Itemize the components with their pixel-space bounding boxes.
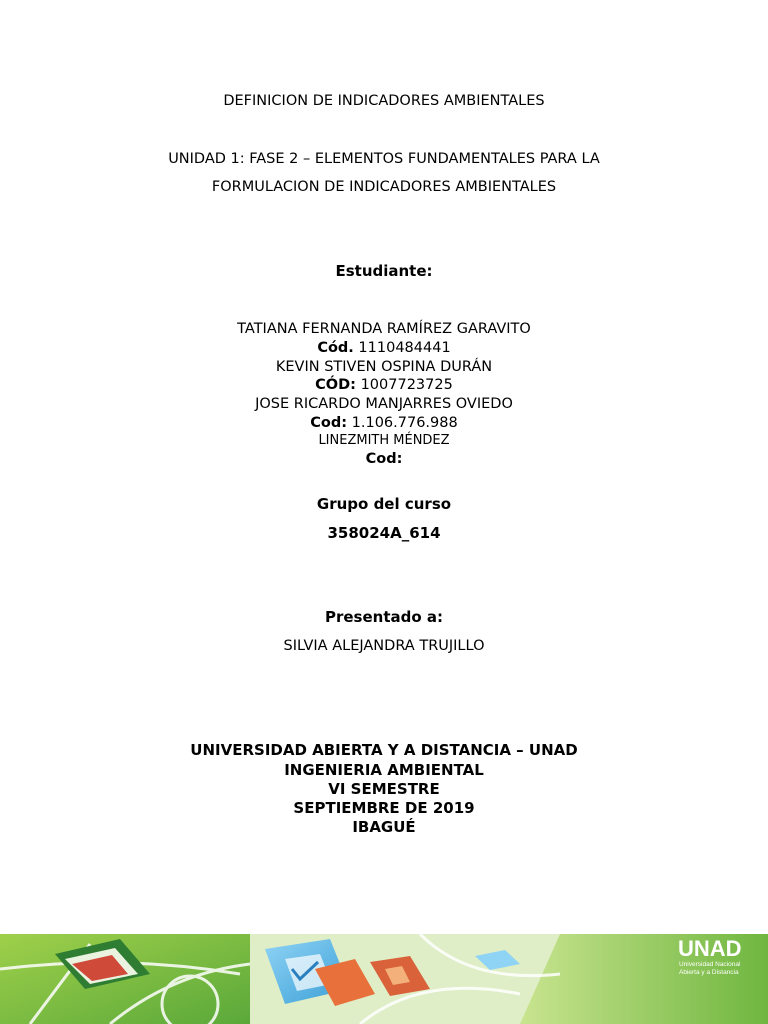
code-value: 1007723725: [360, 377, 453, 393]
institution-line-2: INGENIERIA AMBIENTAL: [284, 761, 484, 779]
unad-logo: [678, 936, 742, 976]
institution-line-4: SEPTIEMBRE DE 2019: [293, 799, 475, 817]
document-title: DEFINICION DE INDICADORES AMBIENTALES: [223, 93, 545, 109]
student-code-3: [0, 416, 768, 431]
subtitle-line-1: UNIDAD 1: FASE 2 – ELEMENTOS FUNDAMENTALES PARA LA: [168, 151, 600, 167]
code-value: 1110484441: [358, 340, 451, 356]
group-code: 358024A_614: [327, 524, 441, 542]
logo-text: UNAD: [678, 936, 742, 961]
code-label: Cod:: [365, 451, 403, 467]
institution-line-5: IBAGUÉ: [352, 818, 416, 836]
code-label: Cód.: [317, 340, 354, 356]
student-name-3: JOSE RICARDO MANJARRES OVIEDO: [255, 396, 513, 412]
presented-to: SILVIA ALEJANDRA TRUJILLO: [283, 638, 485, 654]
presented-label: Presentado a:: [324, 608, 444, 626]
institution-line-1: UNIVERSIDAD ABIERTA Y A DISTANCIA – UNAD: [190, 741, 578, 759]
institution-line-3: VI SEMESTRE: [328, 780, 440, 798]
student-name-4: LINEZMITH MÉNDEZ: [318, 433, 450, 448]
student-name-2: KEVIN STIVEN OSPINA DURÁN: [275, 359, 493, 375]
footer-banner: [0, 934, 768, 1024]
code-label: CÓD:: [315, 377, 356, 393]
student-code-1: [0, 341, 768, 356]
logo-tagline-1: Universidad Nacional: [679, 961, 741, 968]
code-value: 1.106.776.988: [351, 415, 458, 431]
subtitle-line-2: FORMULACION DE INDICADORES AMBIENTALES: [211, 179, 557, 195]
footer-graphic: [0, 934, 768, 1024]
group-label: Grupo del curso: [316, 495, 452, 513]
code-label: Cod:: [310, 415, 348, 431]
student-code-2: [0, 378, 768, 393]
student-name-1: TATIANA FERNANDA RAMÍREZ GARAVITO: [237, 321, 531, 337]
student-code-4: [0, 452, 768, 467]
logo-tagline-2: Abierta y a Distancia: [679, 969, 739, 976]
students-label: Estudiante:: [335, 262, 433, 280]
